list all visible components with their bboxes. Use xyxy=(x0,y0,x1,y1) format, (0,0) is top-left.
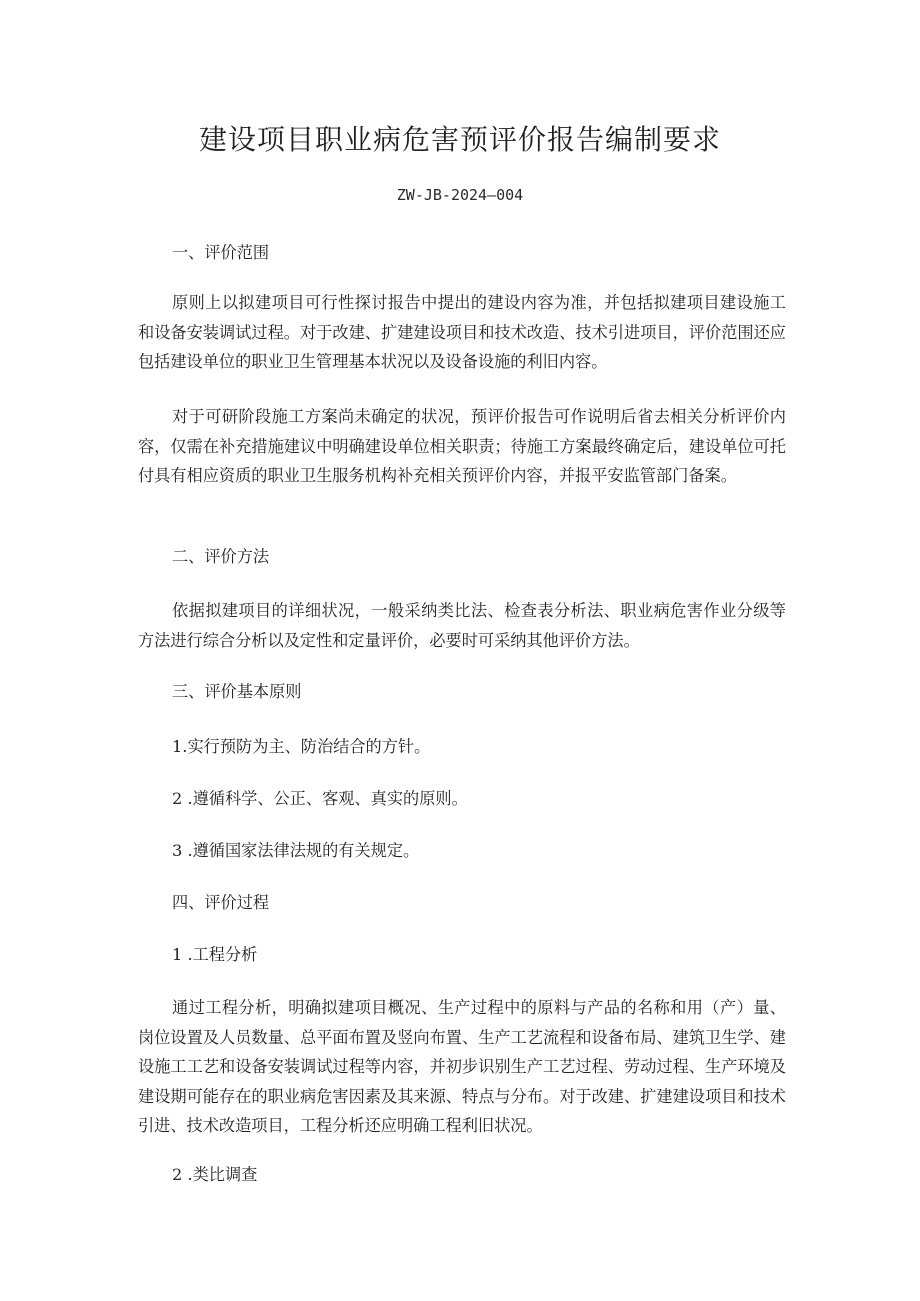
subsection-engineering-analysis: 1 .工程分析 xyxy=(172,945,258,964)
section-heading-principles: 三、评价基本原则 xyxy=(172,682,302,701)
section-heading-scope: 一、评价范围 xyxy=(172,243,270,262)
paragraph-scope-2: 对于可研阶段施工方案尚未确定的状况，预评价报告可作说明后省去相关分析评价内容，仅需在补充措施建议中明确建设单位相关职责；待施工方案最终确定后，建设单位可托付具有相应资质的职业卫生服务机构补充相关预评价内容，并报平安监管部门备案。 xyxy=(138,407,786,485)
principle-item-2: 2 .遵循科学、公正、客观、真实的原则。 xyxy=(172,789,468,808)
paragraph-engineering-analysis: 通过工程分析，明确拟建项目概况、生产过程中的原料与产品的名称和用（产）量、岗位设置及人员数量、总平面布置及竖向布置、生产工艺流程和设备布局、建筑卫生学、建设施工工艺和设备安装调试过程等内容，并初步识别生产工艺过程、劳动过程、生产环境及建设期可能存在的职业病危害因素及其来源、特点与分布。对于改建、扩建建设项目和技术引进、技术改造项目，工程分析还应明确工程利旧状况。 xyxy=(138,998,786,1135)
principle-item-3: 3 .遵循国家法律法规的有关规定。 xyxy=(172,841,420,860)
document-title: 建设项目职业病危害预评价报告编制要求 xyxy=(198,123,721,156)
paragraph-scope-1: 原则上以拟建项目可行性探讨报告中提出的建设内容为准，并包括拟建项目建设施工和设备安装调试过程。对于改建、扩建建设项目和技术改造、技术引进项目，评价范围还应包括建设单位的职业卫生管理基本状况以及设备设施的利旧内容。 xyxy=(138,293,786,371)
section-heading-method: 二、评价方法 xyxy=(172,547,270,566)
section-heading-process: 四、评价过程 xyxy=(172,893,270,912)
subsection-analogy-survey: 2 .类比调查 xyxy=(172,1165,258,1184)
paragraph-method: 依据拟建项目的详细状况，一般采纳类比法、检查表分析法、职业病危害作业分级等方法进行综合分析以及定性和定量评价，必要时可采纳其他评价方法。 xyxy=(138,601,786,650)
principle-item-1: 1.实行预防为主、防治结合的方针。 xyxy=(172,737,431,756)
document-code: ZW-JB-2024—004 xyxy=(396,186,524,204)
